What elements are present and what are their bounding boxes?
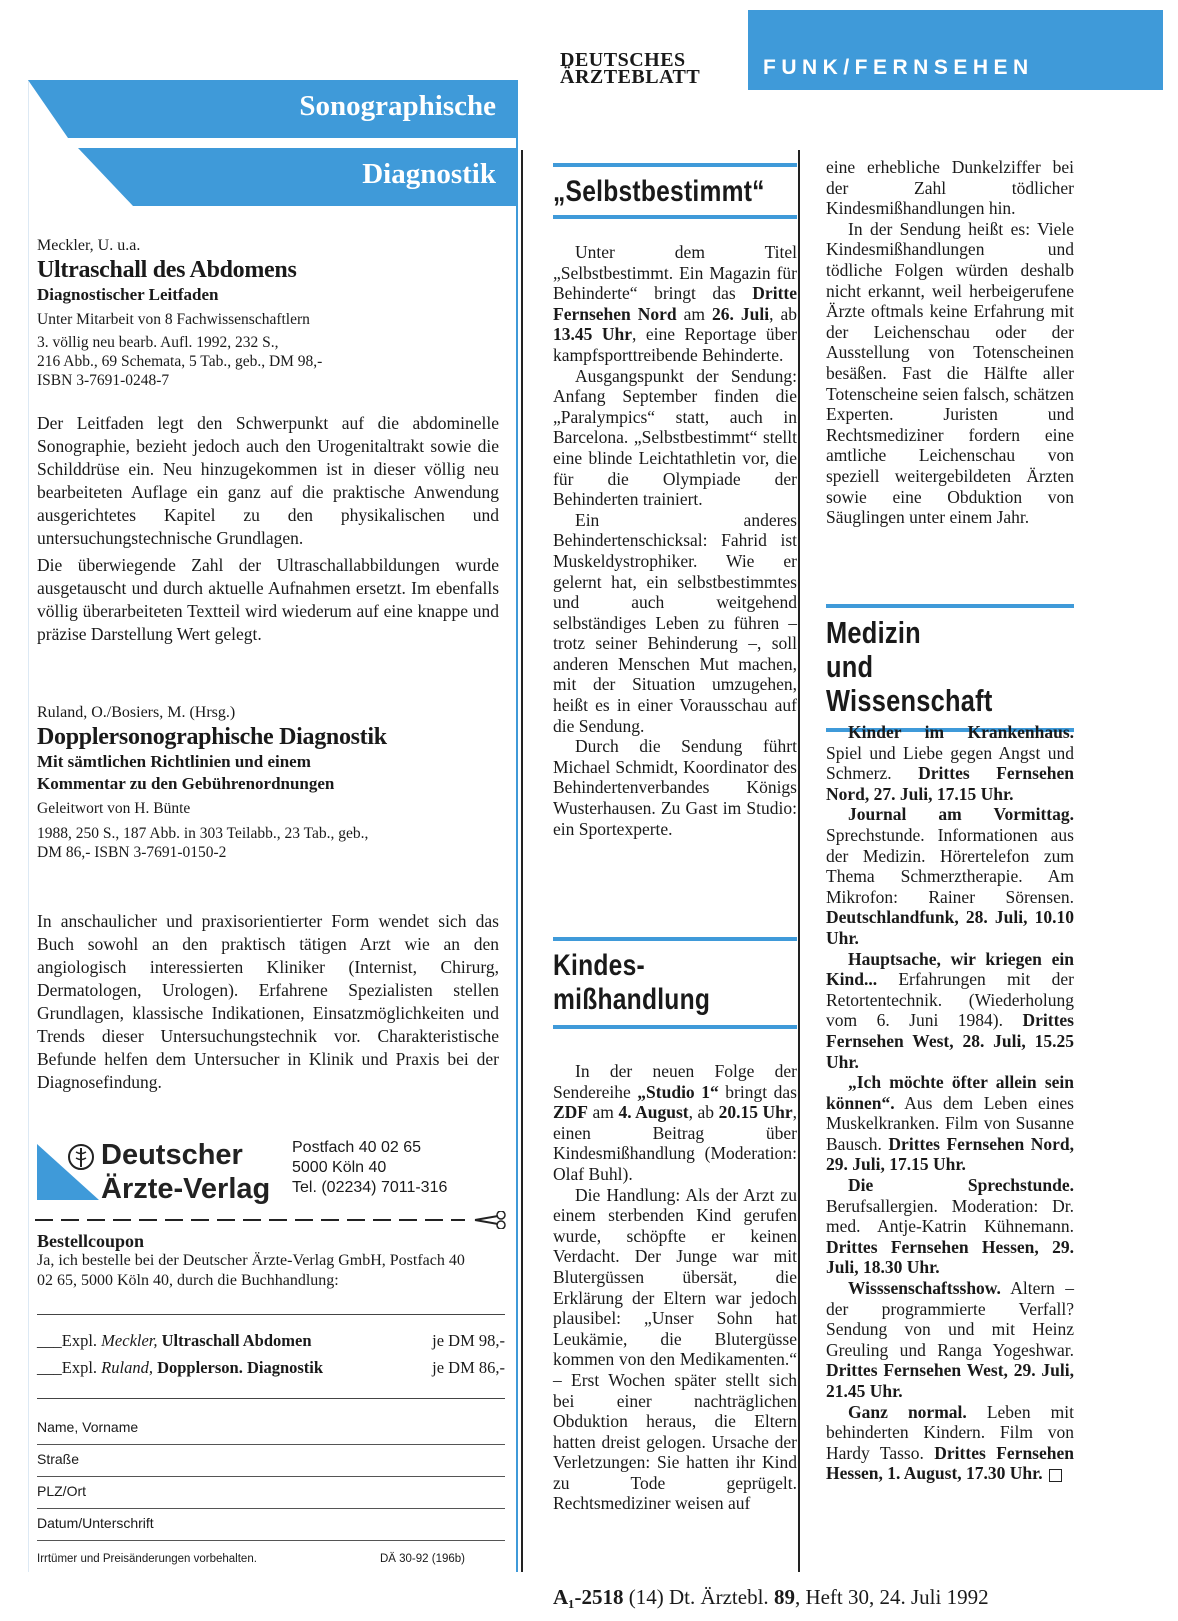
book-2-author: Ruland, O./Bosiers, M. (Hrsg.) xyxy=(37,704,236,721)
program-item-5: Die Sprechstunde. Berufsallergien. Moderation: Dr. med. Antje-Katrin Kühnemann. Drittes Fernsehen Hessen, 29. Juli, 18.30 Uhr. xyxy=(826,1175,1074,1278)
coupon-footnote xyxy=(37,1553,505,1565)
caduceus-icon xyxy=(67,1143,95,1171)
headline-bar-top-2 xyxy=(553,937,797,941)
publisher-addr-1: Postfach 40 02 65 xyxy=(292,1139,421,1156)
program-item-1: Kinder im Krankenhaus. Spiel und Liebe gegen Angst und Schmerz. Drittes Fernsehen Nord, 27. Juli, 17.15 Uhr. xyxy=(826,722,1074,804)
ad-banner-sonographische xyxy=(28,80,516,138)
order-1-label xyxy=(37,1331,312,1351)
coupon-note: Irrtümer und Preisänderungen vorbehalten. xyxy=(37,1553,257,1565)
program-item-7: Ganz normal. Leben mit behinderten Kindern. Film von Hardy Tasso. Drittes Fernsehen Hessen, 1. August, 17.30 Uhr. xyxy=(826,1401,1074,1484)
coupon-title: Bestellcoupon xyxy=(37,1231,145,1251)
field-name[interactable]: Name, Vorname xyxy=(37,1418,505,1445)
article-kindesmisshandlung xyxy=(553,937,797,1029)
book-2-description xyxy=(37,910,499,1098)
logo-line-1: DEUTSCHES xyxy=(560,49,686,71)
program-item-6: Wisssenschaftsshow. Altern – der programmierte Verfall? Sendung von und mit Heinz Greuling und Ranga Yogeshwar. Drittes Fernsehen West, 29. Juli, 21.45 Uhr. xyxy=(826,1278,1074,1401)
publisher-name-1: Deutscher xyxy=(101,1139,243,1171)
mid-p1: Unter dem Titel „Selbstbestimmt. Ein Magazin für Behinderte“ bringt das Dritte Fernsehen Nord am 26. Juli, ab 13.45 Uhr, eine Reportage über kampfsporttreibende Behinderte. xyxy=(553,242,798,365)
order-2-title: Dopplerson. Diagnostik xyxy=(152,1358,324,1377)
field-signature[interactable]: Datum/Unterschrift xyxy=(37,1514,505,1541)
column-divider-right xyxy=(798,150,800,1572)
book-2-desc: In anschaulicher und praxisorientierter Form wendet sich das Buch sowohl an den praktisch tätigen Arzt wie an den angiologisch interessierten Kliniker (Internist, Chirurg, Dermatologen, Urologen). Erfahrene Spezialisten stellen Grundlagen, klassische Indikationen, Einsatzmöglichkeiten und Trends dieser Untersuchungstechnik vor. Charakteristische Befunde helfen dem Untersucher in Klinik und Praxis bei der Diagnosefindung. xyxy=(37,911,499,1092)
order-2-price: je DM 86,- xyxy=(432,1358,505,1377)
order-row-ruland[interactable] xyxy=(37,1358,505,1380)
order-coupon xyxy=(37,1231,505,1291)
article-selbstbestimmt xyxy=(553,163,797,219)
headline-bar-top xyxy=(553,163,797,167)
publisher-block xyxy=(37,1138,507,1205)
footer-journal: (14) Dt. Ärztebl. xyxy=(623,1585,774,1609)
order-2-author: Ruland, xyxy=(101,1358,153,1377)
right-article-continued xyxy=(826,157,1074,528)
headline-selbstbestimmt: „Selbstbestimmt“ xyxy=(553,175,765,208)
order-2-prefix: ___Expl. xyxy=(37,1358,102,1377)
banner-text-1: Sonographische xyxy=(299,90,496,122)
order-row-meckler[interactable] xyxy=(37,1331,505,1353)
coupon-rule xyxy=(37,1314,505,1315)
book-1-isbn: ISBN 3-7691-0248-7 xyxy=(37,372,170,389)
mid-p3: Ein anderes Behindertenschicksal: Fahrid ist Muskeldystrophiker. Wie er gelernt hat, ein selbstbestimmtes und auch weitgehend selbständiges Leben zu führen – trotz seiner Behinderung –, soll anderen Menschen Mut machen, mit der Situation umzugehen, heißt es in einer Vorausschau auf die Sendung. xyxy=(553,509,797,736)
page-number: A₁-2518 xyxy=(553,1585,624,1609)
headline-kindesmisshandlung: Kindes- mißhandlung xyxy=(553,949,711,1016)
order-1-title: Ultraschall Abdomen xyxy=(157,1331,312,1350)
publisher-name-2: Ärzte-Verlag xyxy=(101,1173,271,1205)
publisher-addr-3: Tel. (02234) 7011-316 xyxy=(292,1179,448,1196)
book-2-price-isbn: DM 86,- ISBN 3-7691-0150-2 xyxy=(37,844,227,861)
headline-medizin: Medizin und Wissenschaft xyxy=(826,615,993,718)
scissors-icon xyxy=(475,1211,505,1229)
book-1-info xyxy=(37,235,502,390)
book-2-info xyxy=(37,702,502,862)
banner-text-2: Diagnostik xyxy=(362,158,496,190)
section-bar-top xyxy=(826,604,1074,608)
book-1-author: Meckler, U. u.a. xyxy=(37,237,141,254)
mid-p6: Die Handlung: Als der Arzt zu einem sterbenden Kind gerufen wurde, schöpfte er keinen Verdacht. Der Junge war mit Blutergüssen übersät, die Erklärung der Eltern war jedoch plausibel: „Unser Sohn hat Leukämie, die Blutergüsse kommen von den Medikamenten.“ – Erst Wochen später stellt sich bei einer nachträglichen Obduktion heraus, die Eltern hatten dreist gelogen. Ursache der Verletzungen: Sie hatten ihr Kind zu Tode geprügelt. Rechtsmediziner weisen auf xyxy=(553,1184,797,1514)
program-item-4: „Ich möchte öfter allein sein können“. Aus dem Leben eines Muskelkranken. Film von Susanne Bausch. Drittes Fernsehen Nord, 29. Juli, 17.15 Uhr. xyxy=(826,1072,1074,1175)
right-p2: In der Sendung heißt es: Viele Kindesmißhandlungen und tödliche Folgen würden deshalb nicht erkannt, weil herbeigerufene Ärzte oftmals keine Erfahrung mit der Leichenschau oder der Ausstellung von Totenscheinen besäßen. Fast die Hälfte aller Totenscheine seien falsch, schätzen Experten. Juristen und Rechtsmediziner fordern eine amtliche Leichenschau von speziell weitergebildeten Ärzten sowie eine Obduktion von Säuglingen unter einem Jahr. xyxy=(826,218,1074,528)
book-2-foreword: Geleitwort von H. Bünte xyxy=(37,800,191,817)
article-selbstbestimmt-body xyxy=(553,242,797,839)
publisher-name xyxy=(101,1138,270,1206)
footer-issue: , Heft 30, 24. Juli 1992 xyxy=(794,1585,989,1609)
book-2-details: 1988, 250 S., 187 Abb. in 303 Teilabb., 23 Tab., geb., xyxy=(37,825,369,842)
book-1-contributors: Unter Mitarbeit von 8 Fachwissenschaftlern xyxy=(37,311,310,328)
book-1-title: Ultraschall des Abdomens xyxy=(37,257,297,283)
order-1-price: je DM 98,- xyxy=(432,1331,505,1350)
headline-bar-bottom xyxy=(553,215,797,219)
book-1-subtitle: Diagnostischer Leitfaden xyxy=(37,285,219,304)
mid-p2: Ausgangspunkt der Sendung: Anfang September finden die „Paralympics“ statt, auch in Barcelona. „Selbstbestimmt“ stellt eine blinde Leichtathletin vor, die für die Olympiade der Behinderten trainiert. xyxy=(553,365,797,510)
mid-p5: In der neuen Folge der Sendereihe „Studio 1“ bringt das ZDF am 4. August, ab 20.15 Uhr, einen Beitrag über Kindesmißhandlung (Moderation: Olaf Buhl). xyxy=(553,1061,797,1184)
program-listing xyxy=(826,722,1074,1484)
coupon-rule-2 xyxy=(37,1398,505,1399)
field-street[interactable]: Straße xyxy=(37,1450,505,1477)
coupon-text: Ja, ich bestelle bei der Deutscher Ärzte-Verlag GmbH, Postfach 40 02 65, 5000 Köln 40, durch die Buchhandlung: xyxy=(37,1252,465,1289)
book-1-description xyxy=(37,412,499,650)
section-label: FUNK/FERNSEHEN xyxy=(763,56,1034,79)
headline-bar-bottom-2 xyxy=(553,1025,797,1029)
section-medizin xyxy=(826,604,1074,732)
page-footer xyxy=(553,1585,989,1610)
right-p1: eine erhebliche Dunkelziffer bei der Zahl tödlicher Kindesmißhandlungen hin. xyxy=(826,157,1074,219)
book-1-desc-p1: Der Leitfaden legt den Schwerpunkt auf die abdominelle Sonographie, bezieht jedoch auch den Urogenitaltrakt sowie die Schilddrüse ein. Neu hinzugekommen ist in dieser völlig neu bearbeiteten Auflage ein ganz auf die praktische Anwendung ausgerichtetes Kapitel zu den physikalischen und untersuchungstechnische Grundlagen. xyxy=(37,413,499,548)
coupon-code: DÄ 30-92 (196b) xyxy=(379,1553,465,1565)
order-1-author: Meckler, xyxy=(101,1331,158,1350)
book-1-desc-p2: Die überwiegende Zahl der Ultraschallabbildungen wurde ausgetauscht und durch aktuelle Aufnahmen ersetzt. Im ebenfalls völlig überarbeiteten Textteil wird wiederum auf eine knappe und präzise Darstellung Wert gelegt. xyxy=(37,555,499,644)
program-item-3: Hauptsache, wir kriegen ein Kind... Erfahrungen mit der Retortentechnik. (Wiederholung vom 6. Juni 1984). Drittes Fernsehen West, 28. Juli, 15.25 Uhr. xyxy=(826,948,1074,1072)
order-2-label xyxy=(37,1358,323,1378)
program-item-2: Journal am Vormittag. Sprechstunde. Informationen aus der Medizin. Hörertelefon zum Thema Schmerztherapie. Am Mikrofon: Rainer Sörensen. Deutschlandfunk, 28. Juli, 10.10 Uhr. xyxy=(826,804,1074,948)
book-2-subtitle-2: Kommentar zu den Gebührenordnungen xyxy=(37,774,335,793)
section-banner xyxy=(748,10,1163,90)
article-kindesmisshandlung-body xyxy=(553,1061,797,1514)
logo-line-2: ÄRZTEBLATT xyxy=(560,66,701,88)
end-mark-icon xyxy=(1049,1469,1062,1482)
publisher-addr-2: 5000 Köln 40 xyxy=(292,1159,387,1176)
cut-line-scissors xyxy=(35,1211,510,1229)
order-1-prefix: ___Expl. xyxy=(37,1331,102,1350)
ad-banner-diagnostik xyxy=(78,148,516,206)
footer-volume: 89 xyxy=(773,1585,795,1609)
book-1-edition: 3. völlig neu bearb. Aufl. 1992, 232 S., xyxy=(37,334,279,351)
publisher-address xyxy=(292,1138,447,1198)
field-city[interactable]: PLZ/Ort xyxy=(37,1482,505,1509)
column-divider-left xyxy=(521,150,523,1572)
mid-p4: Durch die Sendung führt Michael Schmidt, Koordinator des Behindertenverbandes Königs Wusterhausen. Zu Gast im Studio: ein Sportexperte. xyxy=(553,736,797,839)
book-2-subtitle-1: Mit sämtlichen Richtlinien und einem xyxy=(37,752,311,771)
deutsches-aerzteblatt-logo xyxy=(560,49,740,88)
book-1-details: 216 Abb., 69 Schemata, 5 Tab., geb., DM 98,- xyxy=(37,353,323,370)
book-2-title: Dopplersonographische Diagnostik xyxy=(37,724,387,750)
